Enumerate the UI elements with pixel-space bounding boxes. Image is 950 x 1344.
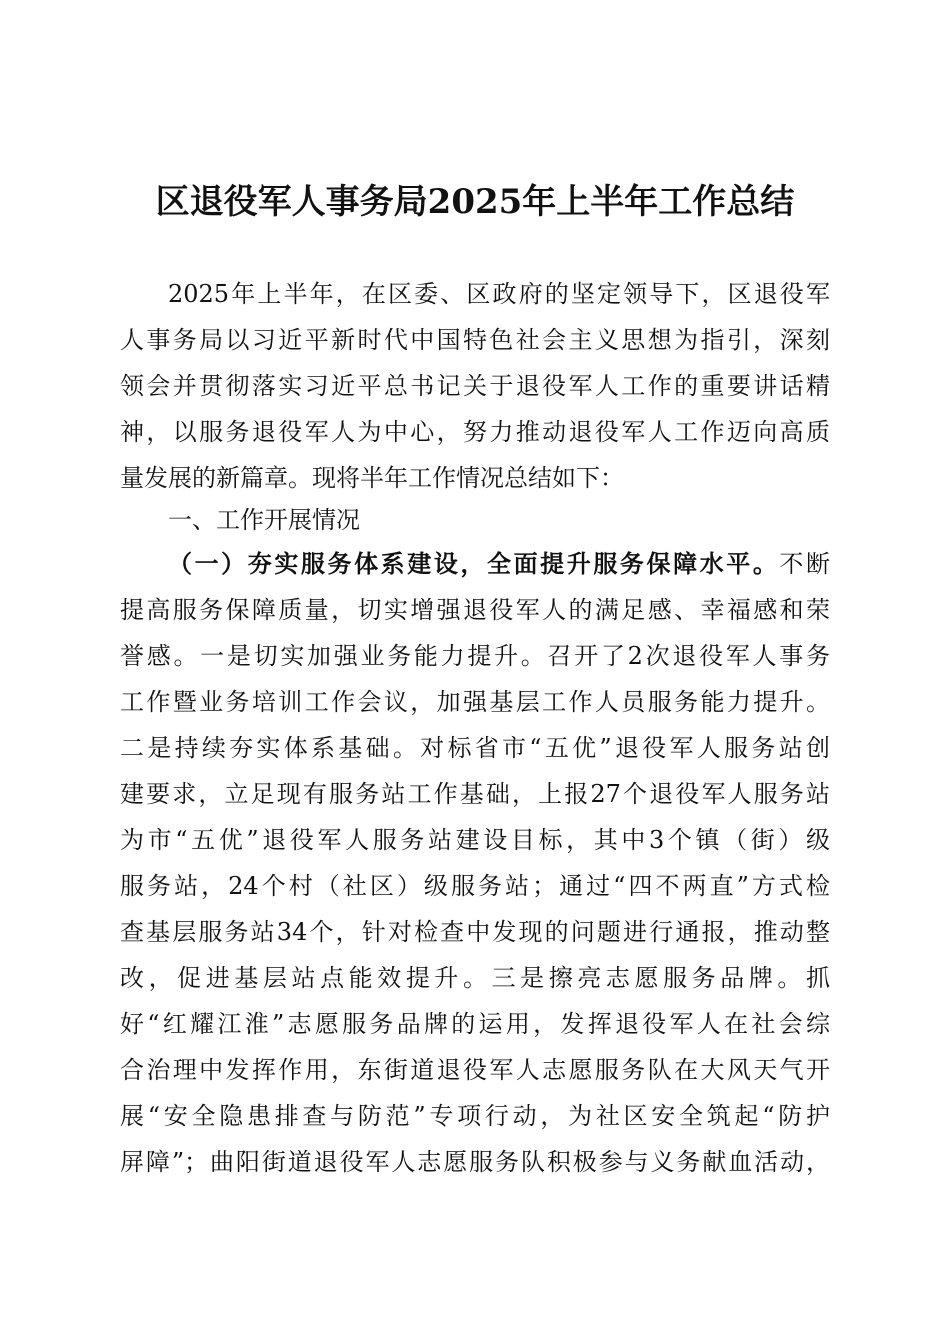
subsection-heading: （一）夯实服务体系建设，全面提升服务保障水平。 xyxy=(168,549,780,578)
body-line: 展“安全隐患排查与防范”专项行动，为社区安全筑起“防护 xyxy=(120,1102,830,1130)
body-line: 为市“五优”退役军人服务站建设目标，其中3个镇（街）级 xyxy=(120,826,830,854)
body-line: 二是持续夯实体系基础。对标省市“五优”退役军人服务站创 xyxy=(120,734,830,762)
body-line: 服务站，24个村（社区）级服务站；通过“四不两直”方式检 xyxy=(120,872,830,900)
body-line: 好“红耀江淮”志愿服务品牌的运用，发挥退役军人在社会综 xyxy=(120,1010,830,1038)
subsection-text: 不断 xyxy=(779,550,831,578)
intro-line: 人事务局以习近平新时代中国特色社会主义思想为指引，深刻 xyxy=(120,326,830,354)
body-line: 誉感。一是切实加强业务能力提升。召开了2次退役军人事务 xyxy=(120,642,830,670)
body-line: 查基层服务站34个，针对检查中发现的问题进行通报，推动整 xyxy=(120,918,830,946)
body-line: 提高服务保障质量，切实增强退役军人的满足感、幸福感和荣 xyxy=(120,596,830,624)
intro-line: 神，以服务退役军人为中心，努力推动退役军人工作迈向高质 xyxy=(120,418,830,446)
body-line: 工作暨业务培训工作会议，加强基层工作人员服务能力提升。 xyxy=(120,688,830,716)
intro-line: 领会并贯彻落实习近平总书记关于退役军人工作的重要讲话精 xyxy=(120,372,830,400)
body-line: 屏障”；曲阳街道退役军人志愿服务队积极参与义务献血活动， xyxy=(120,1148,830,1176)
body-line: 改，促进基层站点能效提升。三是擦亮志愿服务品牌。抓 xyxy=(120,964,830,992)
body-line: 合治理中发挥作用，东街道退役军人志愿服务队在大风天气开 xyxy=(120,1056,830,1084)
section-heading: 一、工作开展情况 xyxy=(168,506,360,534)
subsection-line xyxy=(168,546,830,582)
document-title: 区退役军人事务局2025年上半年工作总结 xyxy=(155,182,795,222)
body-line: 建要求，立足现有服务站工作基础，上报27个退役军人服务站 xyxy=(120,780,830,808)
intro-line: 量发展的新篇章。现将半年工作情况总结如下： xyxy=(120,464,624,492)
intro-line: 2025年上半年，在区委、区政府的坚定领导下，区退役军 xyxy=(168,280,830,308)
